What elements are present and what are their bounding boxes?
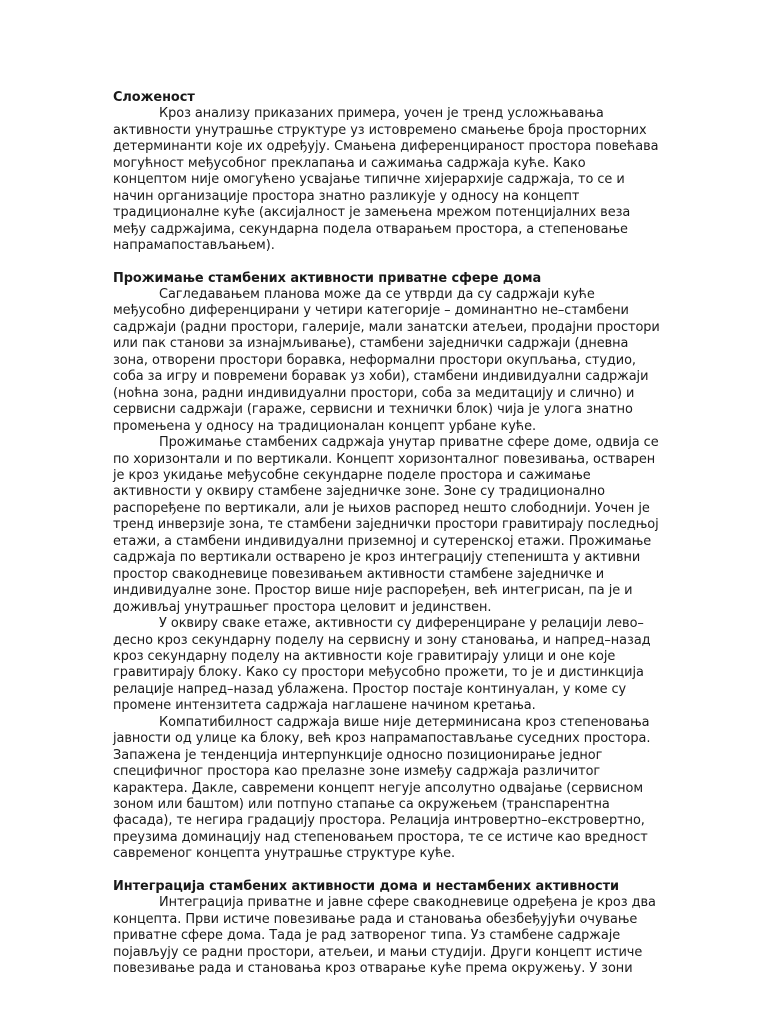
section-heading: Прожимање стамбених активности приватне сфере дома	[113, 270, 542, 286]
paragraph: Интеграција приватне и јавне сфере свакодневице одређена је кроз два концепта. Први истиче повезивање рада и становања обезбеђујући очување приватне сфере дома. Тада је рад затвореног типа. Уз стамбене садржаје појављују се радни простори, атељеи, и мањи студији. Други концепт истиче повезивање рада и становања кроз отварање куће према окружењу. У зони	[113, 895, 656, 977]
section-spacer	[113, 863, 661, 879]
section-heading: Интеграција стамбених активности дома и нестамбених активности	[113, 878, 620, 894]
section-private-sphere	[113, 271, 661, 863]
paragraph: Прожимање стамбених садржаја унутар приватне сфере доме, одвија се по хоризонтали и по вертикали. Концепт хоризонталног повезивања, остварен је кроз укидање међусобне секундарне поделе простора и сажимање активности у оквиру стамбене заједничке зоне. Зоне су традиционално распоређене по вертикали, али је њихов распоред нешто слободнији. Уочен је тренд инверзије зона, те стамбени заједнички простори гравитирају последњој етажи, а стамбени индивидуални приземној и сутеренској етажи. Прожимање садржаја по вертикали остварено је кроз интеграцију степеништа у активни простор свакодневице повезивањем активности стамбене заједничке и индивидуалне зоне. Простор више није распоређен, већ интегрисан, па је и доживљај унутрашњег простора целовит и јединствен.	[113, 435, 659, 615]
paragraph: У оквиру сваке етаже, активности су диференциране у релацији лево–десно кроз секундарну поделу на сервисну и зону становања, и напред–назад кроз секундарну поделу на активности које гравитирају улици и оне које гравитирају блоку. Како су простори међусобно прожети, то је и дистинкција релације напред–назад ублажена. Простор постаје континуалан, у коме су промене интензитета садржаја наглашене начином кретања.	[113, 616, 651, 714]
document-page	[113, 90, 661, 978]
paragraph: Кроз анализу приказаних примера, уочен је тренд усложњавања активности унутрашње структуре уз истовремено смањење броја просторних детерминанти које их одређују. Смањена диференцираност простора повећава могућност међусобног преклапања и сажимања садржаја куће. Како концептом није омогућено усвајање типичне хијерархије садржаја, то се и начин организације простора знатно разликује у односу на концепт традиционалне куће (аксијалност је замењена мрежом потенцијалних веза међу садржајима, секундарна подела отварањем простора, а степеновање напрамапостављањем).	[113, 106, 659, 254]
section-complexity	[113, 90, 661, 255]
paragraph: Компатибилност садржаја више није детерминисана кроз степеновања јавности од улице ка блоку, већ кроз напрамапостављање суседних простора. Запажена је тенденција интерпункције односно позиционирање једног специфичног простора као прелазне зоне између садржаја различитог карактера. Дакле, савремени концепт негује апсолутно одвајање (сервисном зоном или баштом) или потпуно стапање са окружењем (транспарентна фасада), те негира градацију простора. Релација интровертно–екстровертно, преузима доминацију над степеновањем простора, те се истиче као вредност савременог концепта унутрашње структуре куће.	[113, 714, 651, 862]
section-heading: Сложеност	[113, 90, 195, 105]
section-spacer	[113, 255, 661, 271]
section-integration	[113, 879, 661, 978]
paragraph: Сагледавањем планова може да се утврди да су садржаји куће међусобно диференцирани у четири категорије – доминантно не–стамбени садржаји (радни простори, галерије, мали занатски атељеи, продајни простори или пак станови за изнајмљивање), стамбени заједнички садржаји (дневна зона, отворени простори боравка, неформални простори окупљања, студио, соба за игру и повремени боравак уз хоби), стамбени индивидуални садржаји (ноћна зона, радни индивидуални простори, соба за медитацију и слично) и сервисни садржаји (гараже, сервисни и технички блок) чија је улога знатно промењена у односу на традиционалан концепт урбане куће.	[113, 286, 660, 434]
